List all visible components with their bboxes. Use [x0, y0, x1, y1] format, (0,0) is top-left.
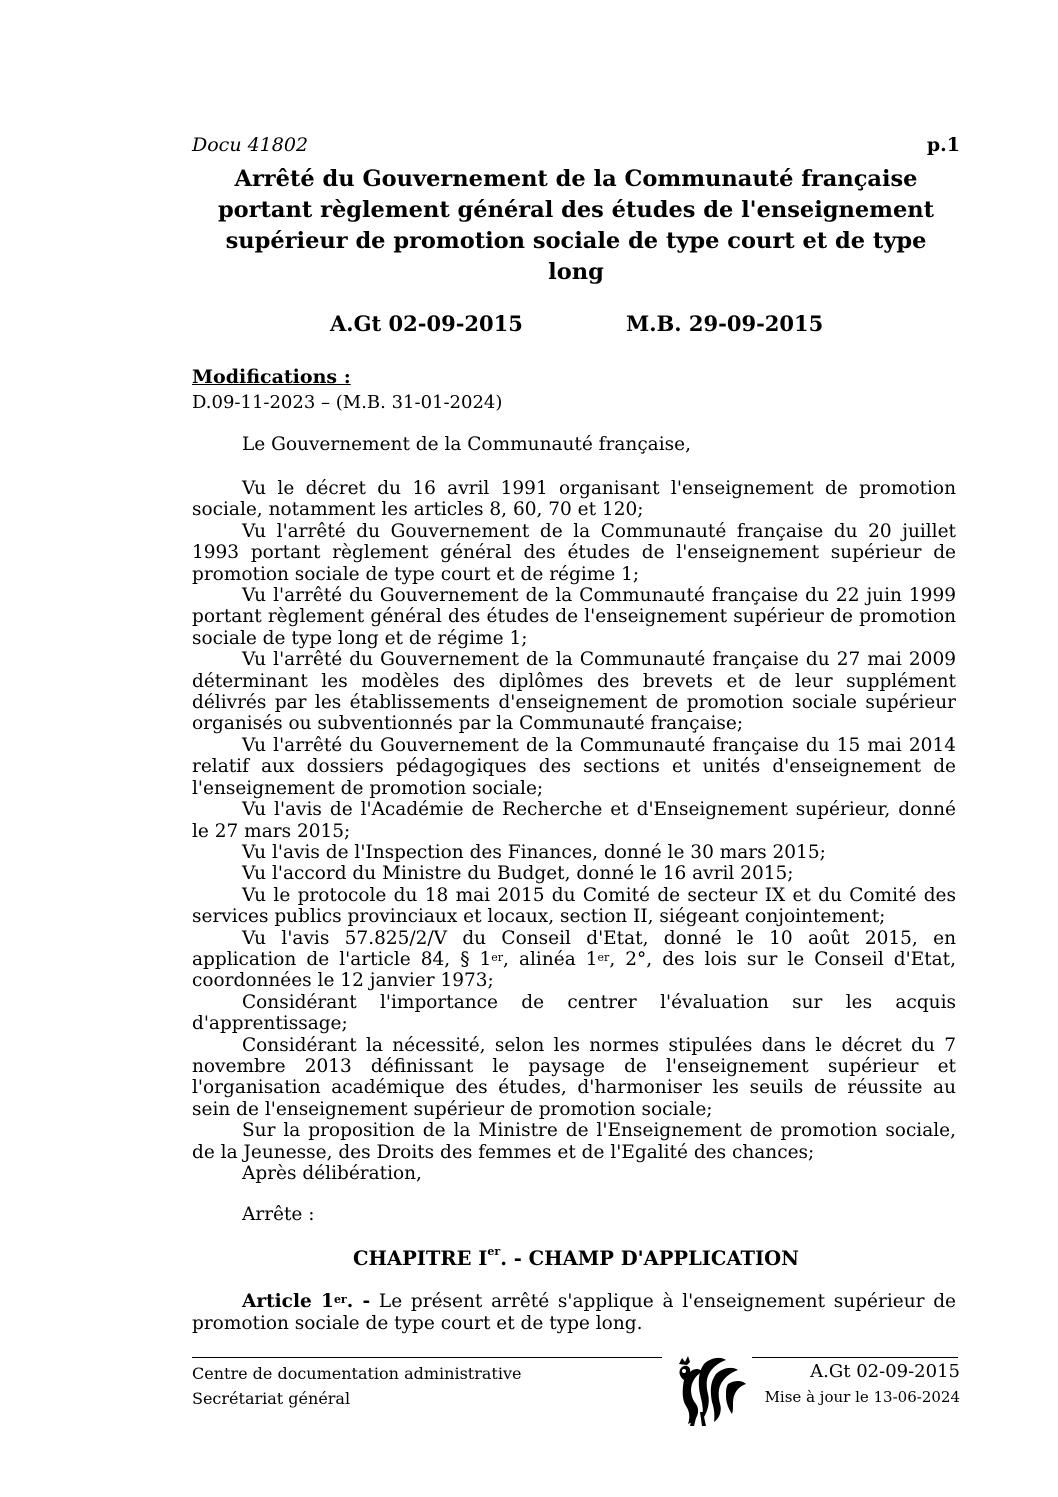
superscript-er: er — [491, 950, 504, 964]
footer-update-date: Mise à jour le 13-06-2024 — [764, 1388, 960, 1406]
modification-item: D.09-11-2023 – (M.B. 31-01-2024) — [192, 392, 503, 413]
vu-paragraph-2: Vu l'arrêté du Gouvernement de la Communauté française du 20 juillet 1993 portant règlement général des études de l'enseignement supérieur de promotion sociale de type court et de régime 1; — [192, 520, 956, 585]
superscript-er: er — [487, 1245, 501, 1258]
footer-divider-left — [192, 1357, 662, 1358]
vu-10-part-b: , alinéa 1 — [503, 948, 598, 970]
mb-reference: M.B. 29-09-2015 — [626, 311, 824, 336]
considerant-paragraph-2: Considérant la nécessité, selon les normes stipulées dans le décret du 7 novembre 2013 définissant le paysage de l'enseignement supérieur et l'organisation académique des études, d'harmoniser les seuils de réussite au sein de l'enseignement supérieur de promotion sociale; — [192, 1034, 956, 1120]
vu-paragraph-1: Vu le décret du 16 avril 1991 organisant l'enseignement de promotion sociale, notamment les articles 8, 60, 70 et 120; — [192, 478, 956, 521]
vu-paragraph-3: Vu l'arrêté du Gouvernement de la Communauté française du 22 juin 1999 portant règlement général des études de l'enseignement supérieur de promotion sociale de type long et de régime 1; — [192, 585, 956, 649]
article-label — [242, 1291, 370, 1312]
agt-reference: A.Gt 02-09-2015 — [330, 311, 523, 336]
vu-10-part-c: , 2°, des lois sur le Conseil d'Etat, coordonnées le 12 janvier 1973; — [192, 948, 956, 992]
preamble — [192, 478, 956, 1184]
considerant-paragraph-1: Considérant l'importance de centrer l'évaluation sur les acquis d'apprentissage; — [192, 991, 956, 1035]
vu-10-part-a: Vu l'avis 57.825/2/V du Conseil d'Etat, donné le 10 août 2015, en application de l'article 84, § 1 — [192, 927, 956, 970]
footer-divider-right — [752, 1357, 958, 1358]
doc-reference: Docu 41802 — [192, 134, 309, 156]
title-line-4: long — [548, 259, 604, 285]
arrete-label: Arrête : — [242, 1204, 315, 1225]
title-line-1: Arrêté du Gouvernement de la Communauté française — [234, 166, 918, 192]
article-label-a: Article 1 — [242, 1291, 334, 1312]
article-label-b: . - — [346, 1291, 371, 1312]
footer-reference: A.Gt 02-09-2015 — [810, 1361, 960, 1382]
vu-paragraph-8: Vu l'accord du Ministre du Budget, donné le 16 avril 2015; — [242, 863, 794, 885]
footer-organization: Centre de documentation administrative — [192, 1364, 522, 1383]
chapter-prefix: CHAPITRE I — [353, 1247, 488, 1270]
superscript-er: er — [333, 1293, 347, 1306]
article-1 — [192, 1291, 956, 1335]
vu-paragraph-10 — [192, 928, 956, 992]
vu-paragraph-4: Vu l'arrêté du Gouvernement de la Communauté française du 27 mai 2009 déterminant les modèles des diplômes des brevets et de leur supplément délivrés par les établissements d'enseignement de promotion sociale supérieur organisés ou subventionnés par la Communauté française; — [192, 649, 956, 735]
title-line-3: supérieur de promotion sociale de type court et de type — [225, 228, 927, 254]
intro-paragraph: Le Gouvernement de la Communauté française, — [242, 434, 691, 455]
vu-paragraph-9: Vu le protocole du 18 mai 2015 du Comité de secteur IX et du Comité des services publics provinciaux et locaux, section II, siégeant conjointement; — [192, 884, 956, 928]
chapter-title: . - CHAMP D'APPLICATION — [500, 1247, 799, 1270]
chapter-heading — [192, 1247, 960, 1270]
vu-paragraph-7: Vu l'avis de l'Inspection des Finances, donné le 30 mars 2015; — [242, 841, 826, 863]
superscript-er: er — [597, 950, 610, 964]
document-title — [192, 164, 960, 288]
modifications-heading: Modifications : — [192, 366, 351, 388]
vu-paragraph-5: Vu l'arrêté du Gouvernement de la Communauté française du 15 mai 2014 relatif aux dossiers pédagogiques des sections et unités d'enseignement de l'enseignement de promotion sociale; — [192, 734, 956, 799]
footer-department: Secrétariat général — [192, 1389, 351, 1408]
article-text: Le présent arrêté s'applique à l'enseignement supérieur de promotion sociale de type court et de type long. — [192, 1291, 957, 1334]
vu-paragraph-6: Vu l'avis de l'Académie de Recherche et d'Enseignement supérieur, donné le 27 mars 2015; — [192, 799, 956, 842]
rooster-logo-icon — [664, 1350, 752, 1426]
page-number: p.1 — [926, 134, 960, 156]
title-line-2: portant règlement général des études de l'enseignement — [217, 197, 935, 223]
deliberation-paragraph: Après délibération, — [242, 1163, 422, 1184]
proposition-paragraph: Sur la proposition de la Ministre de l'Enseignement de promotion sociale, de la Jeunesse, des Droits des femmes et de l'Egalité des chances; — [192, 1120, 956, 1163]
